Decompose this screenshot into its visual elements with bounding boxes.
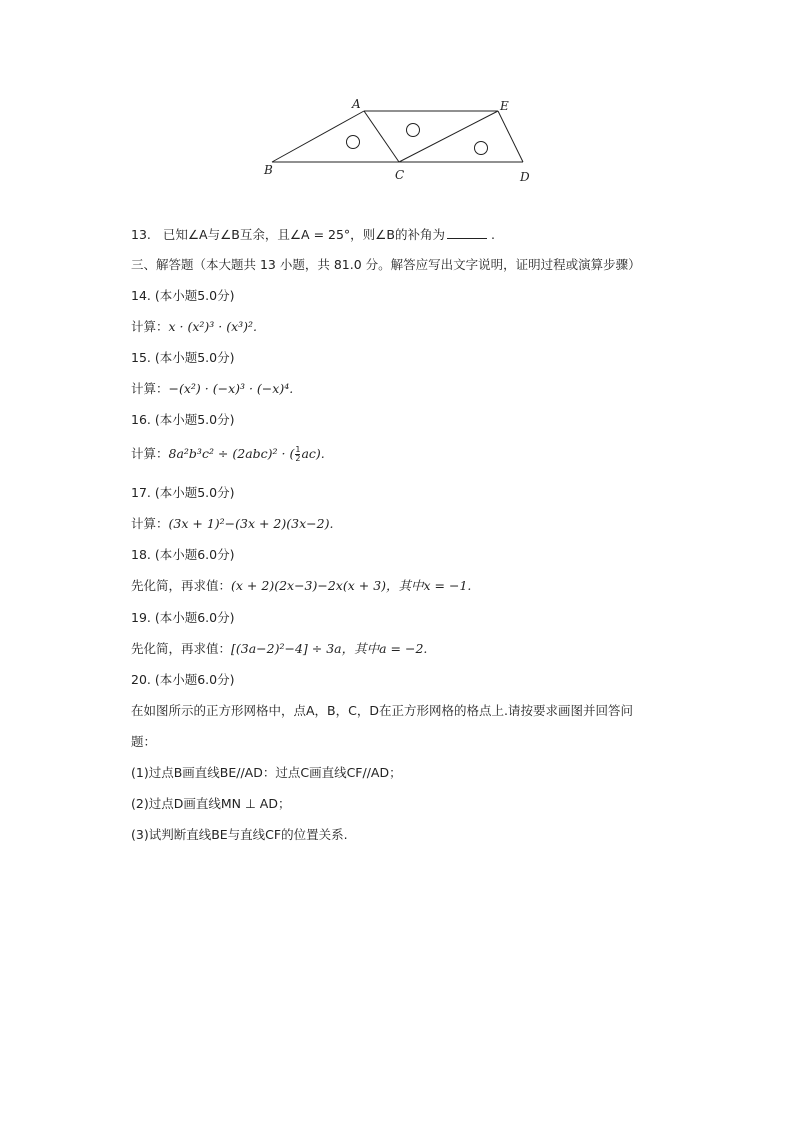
q16-frac-den: 2 <box>295 454 301 463</box>
q13-number: 13. <box>131 227 151 242</box>
q17-body <box>131 516 333 532</box>
section-3-heading <box>131 257 641 273</box>
label-B: B <box>264 163 273 177</box>
label-C: C <box>395 168 405 182</box>
segment-AC <box>364 111 399 162</box>
q20-line-2: 题： <box>131 734 157 749</box>
section-3-text: 三、解答题（本大题共 13 小题，共 81.0 分。解答应写出文字说明，证明过程或演算步骤） <box>131 257 641 272</box>
q17-prefix: 计算： <box>131 516 169 531</box>
q14-prefix: 计算： <box>131 319 169 334</box>
q17-expression: (3x + 1)²−(3x + 2)(3x−2). <box>168 516 334 531</box>
q16-prefix: 计算： <box>131 446 169 461</box>
label-A: A <box>352 97 361 111</box>
q13-end: . <box>490 227 495 242</box>
q17-header: 17. (本小题5.0分) <box>131 485 235 500</box>
q14-expression: x · (x²)³ · (x³)². <box>168 319 258 334</box>
q18-body <box>131 578 471 594</box>
q16-expression-b: ac). <box>301 446 325 461</box>
q16-body <box>131 446 325 463</box>
q15-prefix: 计算： <box>131 381 169 396</box>
q13-text: 已知∠A与∠B互余，且∠A = 25°，则∠B的补角为 <box>162 227 445 242</box>
angle-circle-3 <box>475 142 488 155</box>
q19-prefix: 先化简，再求值： <box>131 641 232 656</box>
q16-header: 16. (本小题5.0分) <box>131 412 235 427</box>
q20-part-1: (1)过点B画直线BE//AD：过点C画直线CF//AD； <box>131 765 402 780</box>
figure-svg <box>255 92 545 192</box>
label-D: D <box>520 170 530 184</box>
q18-expression: (x + 2)(2x−3)−2x(x + 3)，其中x = −1. <box>231 578 472 593</box>
q20-header: 20. (本小题6.0分) <box>131 672 235 687</box>
q15-body <box>131 381 293 397</box>
q18-prefix: 先化简，再求值： <box>131 578 232 593</box>
q15-header: 15. (本小题5.0分) <box>131 350 235 365</box>
question-13 <box>131 226 495 243</box>
q16-frac-num: 1 <box>295 445 301 454</box>
q14-header: 14. (本小题5.0分) <box>131 288 235 303</box>
q13-answer-blank[interactable] <box>447 226 487 239</box>
q19-expression: [(3a−2)²−4] ÷ 3a，其中a = −2. <box>231 641 428 656</box>
angle-circle-2 <box>407 124 420 137</box>
q14-body <box>131 319 257 335</box>
q16-expression-a: 8a²b³c² ÷ (2abc)² · ( <box>168 446 295 461</box>
q19-header: 19. (本小题6.0分) <box>131 610 235 625</box>
q20-part-3: (3)试判断直线BE与直线CF的位置关系. <box>131 827 348 842</box>
q15-expression: −(x²) · (−x)³ · (−x)⁴. <box>168 381 294 396</box>
q20-part-2: (2)过点D画直线MN ⊥ AD； <box>131 796 291 811</box>
segment-ED <box>498 111 523 162</box>
q16-fraction <box>295 446 300 463</box>
q18-header: 18. (本小题6.0分) <box>131 547 235 562</box>
label-E: E <box>500 99 509 113</box>
angle-circle-1 <box>347 136 360 149</box>
q20-line-1: 在如图所示的正方形网格中，点A，B，C，D在正方形网格的格点上.请按要求画图并回答问 <box>131 703 633 718</box>
q19-body <box>131 641 427 657</box>
triangle-figure <box>255 92 545 192</box>
